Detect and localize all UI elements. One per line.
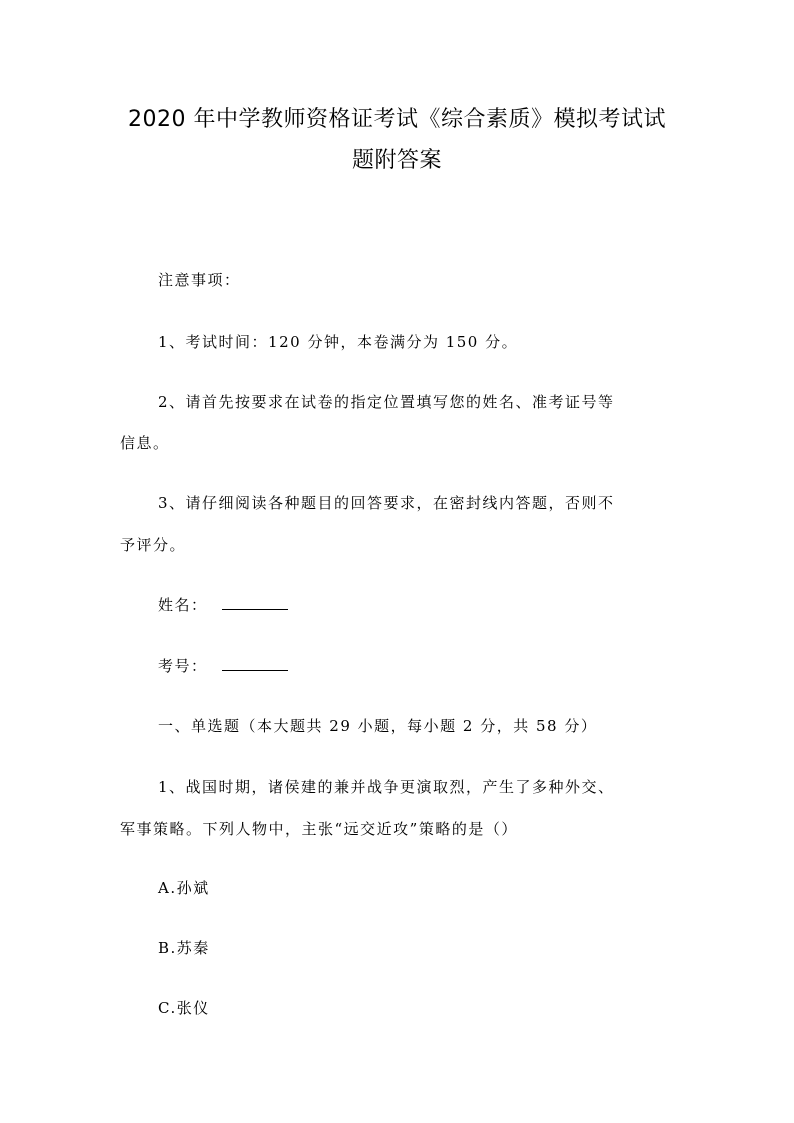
notice-item-1: 1、考试时间：120 分钟，本卷满分为 150 分。 <box>158 333 519 351</box>
exam-number-label: 考号： <box>158 657 208 675</box>
document-title-line-2: 题附答案 <box>351 148 442 173</box>
name-label: 姓名： <box>158 596 208 614</box>
section-heading: 一、单选题（本大题共 29 小题，每小题 2 分，共 58 分） <box>158 717 598 735</box>
exam-number-field-row <box>158 656 718 676</box>
question-1-stem-line-2: 军事策略。下列人物中，主张“远交近攻”策略的是（） <box>120 820 518 838</box>
document-title-line-1: 2020 年中学教师资格证考试《综合素质》模拟考试试 <box>128 107 666 132</box>
notice-item-3-line-1: 3、请仔细阅读各种题目的回答要求，在密封线内答题，否则不 <box>158 494 615 512</box>
option-a: A.孙斌 <box>158 879 210 897</box>
notice-heading: 注意事项： <box>158 271 241 289</box>
option-b: B.苏秦 <box>158 939 210 957</box>
name-field-row <box>158 595 718 615</box>
question-1-stem-line-1: 1、战国时期，诸侯建的兼并战争更演取烈，产生了多种外交、 <box>158 778 615 796</box>
option-c: C.张仪 <box>158 999 210 1017</box>
notice-item-3-line-2: 予评分。 <box>120 536 187 554</box>
notice-item-2-line-2: 信息。 <box>120 434 170 452</box>
name-blank[interactable] <box>222 595 288 610</box>
exam-number-blank[interactable] <box>222 656 288 671</box>
notice-item-2-line-1: 2、请首先按要求在试卷的指定位置填写您的姓名、准考证号等 <box>158 393 615 411</box>
